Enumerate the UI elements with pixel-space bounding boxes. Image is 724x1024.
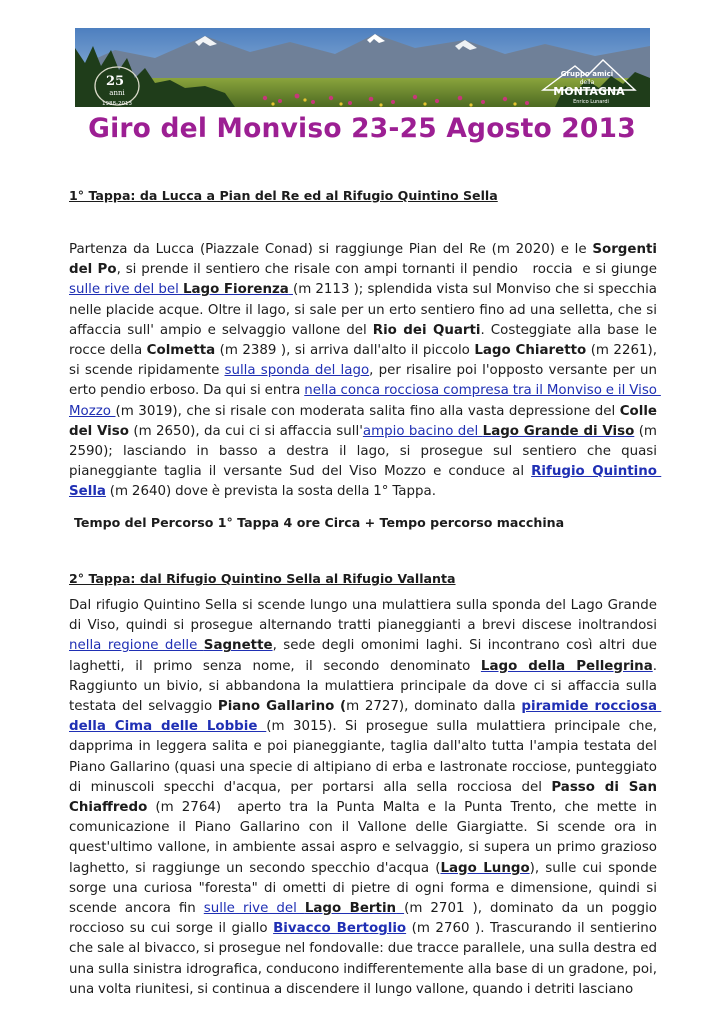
paragraph-text: Partenza da Lucca (Piazzale Conad) si raggiunge Pian del Re (m 2020) e le (69, 242, 593, 257)
paragraph-text: (m 2590); lasciando in basso a destra il lago, si prosegue sul sentiero che quasi pianeggiante taglia il versante Sud del Viso Mozzo e conduce al (69, 423, 661, 480)
paragraph-link[interactable] (305, 901, 396, 916)
stage2-heading: 2° Tappa: dal Rifugio Quintino Sella al Rifugio Vallanta (69, 571, 456, 586)
badge-years: 1988-2013 (102, 101, 132, 107)
bold-text: Lago Lungo (440, 860, 530, 876)
club-logo-line3: MONTAGNA (553, 85, 625, 98)
badge-word: anni (109, 89, 125, 97)
club-logo-line1: Gruppo amici (560, 70, 614, 78)
paragraph-bold-text (218, 699, 334, 714)
paragraph-text: Dal rifugio Quintino Sella si scende lungo una mulattiera sulla sponda del Lago Grande di Viso, quindi si prosegue alternando tratti pianeggianti a brevi discese inoltrandosi (69, 598, 661, 634)
paragraph-link[interactable] (481, 659, 653, 674)
paragraph-bold-text (474, 343, 586, 358)
paragraph-text: , si prende il sentiero che risale con ampi tornanti il pendio roccia e si giunge (116, 262, 661, 278)
badge-number: 25 (105, 74, 125, 89)
paragraph-text: . Raggiunto un bivio, si abbandona la mulattiera principale da dove ci si affaccia sulla testata del selvaggio (69, 658, 661, 715)
paragraph-text: (m 2764) aperto tra la Punta Malta e la Punta Trento, che mette in comunicazione il Piano Gallarino con il Vallone delle Giargiatte. Si scende ora in quest'ultimo vallone, in ambiente assai aspro e selvaggio, si supera un primo grazioso laghetto, si raggiunge un secondo specchio d'acqua ( (69, 800, 661, 876)
paragraph-bold-text (373, 323, 481, 338)
paragraph-text: ), sulle cui sponde sorge una curiosa "foresta" di ometti di pietre di ogni forma e dimensione, quindi si scende ancora fin (69, 860, 661, 917)
bold-text: Sorgenti del Po (69, 242, 662, 278)
paragraph-link[interactable] (273, 921, 406, 936)
stage2-paragraph (69, 596, 662, 1000)
paragraph-link[interactable] (204, 638, 273, 653)
paragraph-link[interactable]: nella regione delle (69, 638, 204, 654)
page-title: Giro del Monviso 23-25 Agosto 2013 (88, 113, 636, 144)
bold-text: Colmetta (146, 343, 216, 359)
paragraph-text: (m 2389 ), si arriva dall'alto il piccolo (215, 343, 475, 359)
bold-text: Rio dei Quarti (372, 322, 481, 338)
bold-text: Piano Gallarino (217, 699, 335, 715)
bold-text: ( (340, 699, 347, 715)
paragraph-text: , per risalire poi l'opposto versante per un erto pendio erboso. Da qui si entra (69, 363, 661, 399)
bold-text: Sagnette (203, 638, 273, 654)
bold-text: Lago Fiorenza (182, 282, 289, 298)
paragraph-bold-text (147, 343, 216, 358)
paragraph-link[interactable]: ampio bacino del (362, 423, 483, 439)
paragraph-link[interactable] (440, 861, 529, 876)
stage1-heading: 1° Tappa: da Lucca a Pian del Re ed al Rifugio Quintino Sella (69, 188, 498, 203)
paragraph-text: (m 2760 ). Trascurando il sentierino che sale al bivacco, si prosegue nel fondovalle: due tracce parallele, una sulla destra ed una sulla sinistra idrografica, conducono indifferentemente alla base di un gradone, poi, una volta riunitesi, si continua a discendere il lungo vallone, quando i detriti lasciano (69, 921, 661, 997)
bold-text: Passo di San Chiaffredo (69, 779, 662, 816)
paragraph-link[interactable] (396, 901, 404, 916)
paragraph-text: (m 2261), si scende ripidamente (69, 343, 661, 379)
paragraph-link[interactable]: sulle rive del bel (69, 282, 183, 298)
bold-text: Lago Bertin (304, 901, 397, 917)
paragraph-text: (m 2113 ); splendida vista sul Monviso che si specchia nelle placide acque. Oltre il lago, si sale per un erto sentiero fino ad una selletta, che si affaccia sull' ampio e selvaggio vallone del (69, 282, 661, 338)
paragraph-link[interactable] (483, 424, 635, 439)
paragraph-text: . Costeggiate alla base le rocce della (69, 322, 661, 359)
paragraph-text: (m 3015). Si prosegue sulla mulattiera principale che, dapprima in leggera salita e poi pianeggiante, taglia dall'alto tutta l'ampia testata del Piano Gallarino (quasi una specie di altipiano di erba e lastronate rocciose, punteggiato di minuscoli specchi d'acqua, per portarsi alla sella rocciosa del (69, 719, 661, 795)
paragraph-link[interactable]: sulla sponda del lago (224, 363, 370, 379)
paragraph-text: m 2727), dominato dalla (346, 699, 522, 715)
paragraph-link[interactable] (183, 282, 289, 297)
bold-text: Lago Grande di Viso (482, 423, 635, 439)
paragraph-text: (m 2640) dove è prevista la sosta della 1° Tappa. (105, 484, 436, 500)
club-logo-line4: Enrico Lunardi (573, 99, 609, 105)
header-banner-image (75, 28, 650, 107)
club-logo-line2: della (579, 79, 595, 86)
stage1-time-note: Tempo del Percorso 1° Tappa 4 ore Circa + Tempo percorso macchina (74, 515, 565, 530)
bold-text: Colle del Viso (69, 403, 662, 439)
paragraph-link[interactable]: sulle rive del (203, 901, 305, 917)
paragraph-text: , sede degli omonimi laghi. Si incontrano così altri due laghetti, il primo senza nome, il secondo denominato (69, 638, 661, 674)
bold-text: piramide rocciosa della Cima delle Lobbie (69, 699, 662, 735)
stage1-paragraph (69, 240, 662, 503)
bold-text: Lago Chiaretto (474, 343, 587, 359)
bold-text: Rifugio Quintino Sella (69, 464, 662, 500)
paragraph-text: (m 2650), da cui ci si affaccia sull' (128, 423, 363, 439)
paragraph-text: (m 2701 ), dominato da un poggio roccioso su cui sorge il giallo (69, 901, 661, 937)
bold-text: Bivacco Bertoglio (273, 921, 407, 937)
paragraph-link[interactable]: nella conca rocciosa compresa tra il Monviso e il Viso Mozzo (69, 383, 661, 419)
paragraph-text: (m 3019), che si risale con moderata salita fino alla vasta depressione del (115, 403, 620, 419)
bold-text: Lago della Pellegrina (480, 658, 653, 674)
